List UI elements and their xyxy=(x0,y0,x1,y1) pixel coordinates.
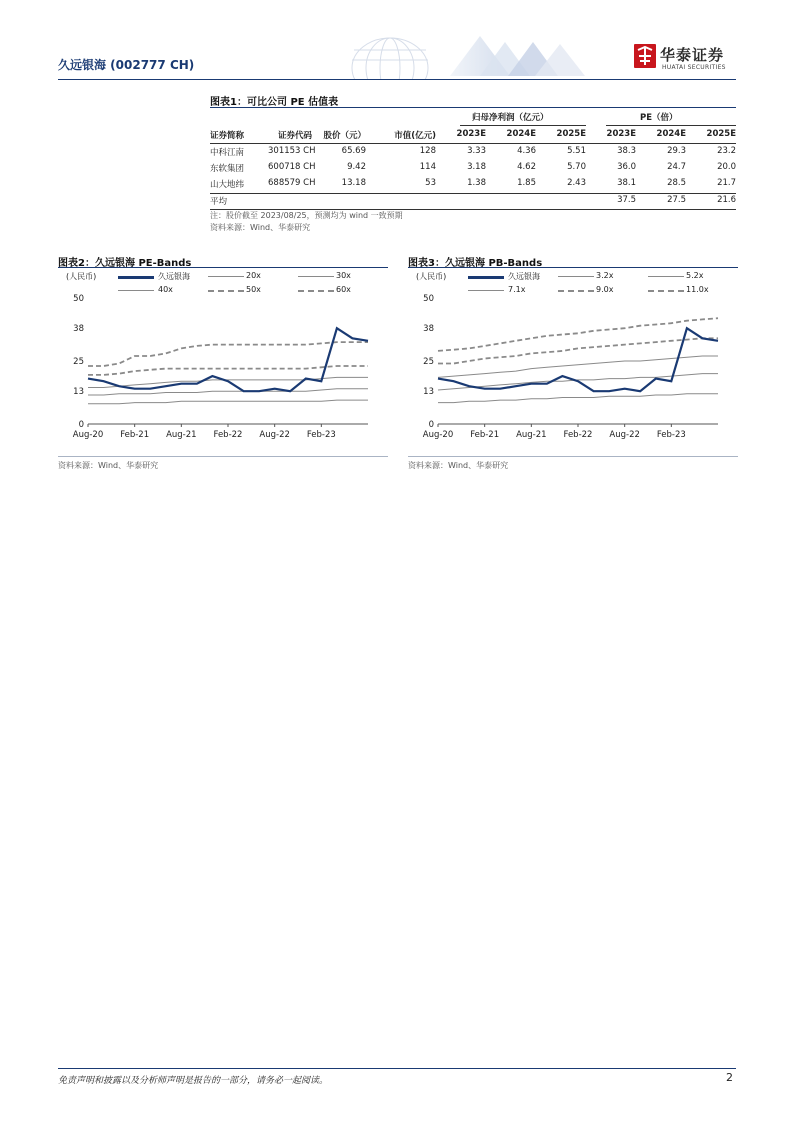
legend-label-60x: 60x xyxy=(336,285,351,294)
y-tick-label: 13 xyxy=(73,387,84,398)
table-row xyxy=(210,160,736,176)
legend-label-40x: 40x xyxy=(158,285,173,294)
cell-profit-2025: 5.70 xyxy=(567,162,586,172)
cell-profit-2024: 1.85 xyxy=(517,178,536,188)
legend-swatch-stock xyxy=(118,276,154,279)
logo-text-en: HUATAI SECURITIES xyxy=(662,64,726,71)
legend-swatch-3.2x xyxy=(558,276,594,277)
cell-pe-2025: 20.0 xyxy=(717,162,736,172)
legend-label-stock: 久远银海 xyxy=(508,272,540,281)
series-line-40x xyxy=(88,400,368,404)
table-title: 图表1：可比公司 PE 估值表 xyxy=(210,97,339,108)
col-header: 市值(亿元) xyxy=(394,131,436,141)
cell-pe-2025: 23.2 xyxy=(717,146,736,156)
y-tick-label: 25 xyxy=(73,357,84,367)
footer-disclaimer: 免责声明和披露以及分析师声明是报告的一部分，请务必一起阅读。 xyxy=(58,1076,329,1086)
cell-average-label: 平均 xyxy=(210,197,228,207)
cell-avg-pe-2025: 21.6 xyxy=(717,195,736,205)
cell-price: 9.42 xyxy=(347,162,366,172)
page-number: 2 xyxy=(726,1071,733,1084)
cell-price: 13.18 xyxy=(341,178,366,188)
col-header: 2025E xyxy=(706,129,736,139)
group-underline-pe xyxy=(606,125,736,126)
legend-swatch-7.1x xyxy=(468,290,504,291)
cell-name: 中科江南 xyxy=(210,148,245,158)
cell-code: 301153 CH xyxy=(268,146,316,156)
y-tick-label: 25 xyxy=(423,357,434,367)
y-tick-label: 0 xyxy=(78,420,84,430)
x-tick-label: Aug-22 xyxy=(609,430,640,440)
huatai-logo-icon xyxy=(634,44,656,68)
x-tick-label: Feb-23 xyxy=(306,430,336,440)
x-tick-label: Feb-23 xyxy=(656,430,686,440)
col-header: 2023E xyxy=(606,129,636,139)
cell-profit-2025: 5.51 xyxy=(567,146,586,156)
cell-pe-2024: 28.5 xyxy=(667,178,686,188)
pe-chart-source: 资料来源：Wind、华泰研究 xyxy=(58,461,159,470)
y-tick-label: 13 xyxy=(423,387,434,398)
x-tick-label: Feb-22 xyxy=(213,430,243,440)
x-tick-label: Feb-21 xyxy=(120,430,150,440)
pb-chart-title-rule xyxy=(408,267,738,268)
cell-name: 山大地纬 xyxy=(210,180,245,190)
cell-pe-2025: 21.7 xyxy=(717,178,736,188)
col-header: 股价（元） xyxy=(323,131,366,141)
y-tick-label: 38 xyxy=(73,324,84,335)
footer-rule xyxy=(58,1068,736,1069)
legend-label-stock: 久远银海 xyxy=(158,272,190,281)
pe-bands-chart xyxy=(58,292,388,442)
table-note: 注：股价截至 2023/08/25，预测均为 wind 一致预期 xyxy=(210,211,403,220)
table-row xyxy=(210,176,736,192)
series-line-11.0x xyxy=(438,318,718,351)
cell-profit-2024: 4.62 xyxy=(517,162,536,172)
x-tick-label: Aug-21 xyxy=(166,430,197,440)
table-average-row xyxy=(210,193,736,209)
table-title-rule xyxy=(210,107,736,108)
x-tick-label: Feb-22 xyxy=(563,430,593,440)
legend-label-11.0x: 11.0x xyxy=(686,285,709,294)
legend-label-30x: 30x xyxy=(336,271,351,280)
cell-profit-2023: 3.33 xyxy=(467,146,486,156)
cell-pe-2024: 24.7 xyxy=(667,162,686,172)
legend-label-3.2x: 3.2x xyxy=(596,271,614,280)
cell-name: 东软集团 xyxy=(210,164,245,174)
series-line-20x xyxy=(88,389,368,395)
y-tick-label: 0 xyxy=(428,420,434,430)
pe-chart-title-rule xyxy=(58,267,388,268)
group-underline-profit xyxy=(460,125,586,126)
legend-label-50x: 50x xyxy=(246,285,261,294)
pb-bands-chart xyxy=(408,292,738,442)
series-line-9.0x xyxy=(438,338,718,363)
col-header: 2024E xyxy=(656,129,686,139)
x-tick-label: Aug-21 xyxy=(516,430,547,440)
pe-chart-title: 图表2：久远银海 PE-Bands xyxy=(58,258,192,269)
pb-chart-bottom-rule xyxy=(408,456,738,457)
table-row xyxy=(210,144,736,160)
legend-swatch-20x xyxy=(208,276,244,277)
cell-code: 600718 CH xyxy=(268,162,316,172)
report-title: 久远银海 (002777 CH) xyxy=(58,58,195,72)
cell-avg-pe-2024: 27.5 xyxy=(667,195,686,205)
series-line-3.2x xyxy=(438,394,718,403)
y-tick-label: 50 xyxy=(423,294,434,304)
legend-swatch-5.2x xyxy=(648,276,684,277)
cell-mktcap: 128 xyxy=(419,146,436,156)
cell-avg-pe-2023: 37.5 xyxy=(617,195,636,205)
table-group-header-row xyxy=(210,109,736,125)
pb-chart-title: 图表3：久远银海 PB-Bands xyxy=(408,258,543,269)
table-header-row xyxy=(210,127,736,143)
col-header: 证券代码 xyxy=(278,131,313,141)
cell-pe-2023: 38.1 xyxy=(617,178,636,188)
col-header: 证券简称 xyxy=(210,131,245,141)
cell-pe-2023: 36.0 xyxy=(617,162,636,172)
x-tick-label: Feb-21 xyxy=(470,430,500,440)
x-tick-label: Aug-22 xyxy=(259,430,290,440)
cell-mktcap: 114 xyxy=(419,162,436,172)
cell-code: 688579 CH xyxy=(268,178,316,188)
cell-price: 65.69 xyxy=(341,146,366,156)
pb-chart-source: 资料来源：Wind、华泰研究 xyxy=(408,461,509,470)
col-header: 2024E xyxy=(506,129,536,139)
cell-pe-2023: 38.3 xyxy=(617,146,636,156)
legend-swatch-40x xyxy=(118,290,154,291)
legend-swatch-30x xyxy=(298,276,334,277)
cell-profit-2023: 1.38 xyxy=(467,178,486,188)
pe-unit-label: (人民币) xyxy=(66,272,97,281)
table-source: 资料来源：Wind、华泰研究 xyxy=(210,223,311,232)
logo-text-cn: 华泰证券 xyxy=(660,46,725,64)
group-header-pe: PE（倍） xyxy=(640,113,678,123)
series-line-久远银海 xyxy=(88,328,368,391)
legend-label-9.0x: 9.0x xyxy=(596,285,614,294)
legend-swatch-stock xyxy=(468,276,504,279)
x-tick-label: Aug-20 xyxy=(72,430,104,440)
cell-profit-2024: 4.36 xyxy=(517,146,536,156)
cell-profit-2025: 2.43 xyxy=(567,178,586,188)
legend-label-7.1x: 7.1x xyxy=(508,285,526,294)
y-tick-label: 38 xyxy=(423,324,434,335)
col-header: 2023E xyxy=(456,129,486,139)
pe-chart-bottom-rule xyxy=(58,456,388,457)
legend-label-20x: 20x xyxy=(246,271,261,280)
cell-profit-2023: 3.18 xyxy=(467,162,486,172)
y-tick-label: 50 xyxy=(73,294,84,304)
group-header-profit: 归母净利润（亿元） xyxy=(472,113,549,123)
x-tick-label: Aug-20 xyxy=(422,430,454,440)
header-decoration-graphic xyxy=(330,28,630,80)
legend-label-5.2x: 5.2x xyxy=(686,271,704,280)
cell-pe-2024: 29.3 xyxy=(667,146,686,156)
col-header: 2025E xyxy=(556,129,586,139)
header-rule xyxy=(58,79,736,80)
cell-mktcap: 53 xyxy=(425,178,436,188)
pb-unit-label: (人民币) xyxy=(416,272,447,281)
